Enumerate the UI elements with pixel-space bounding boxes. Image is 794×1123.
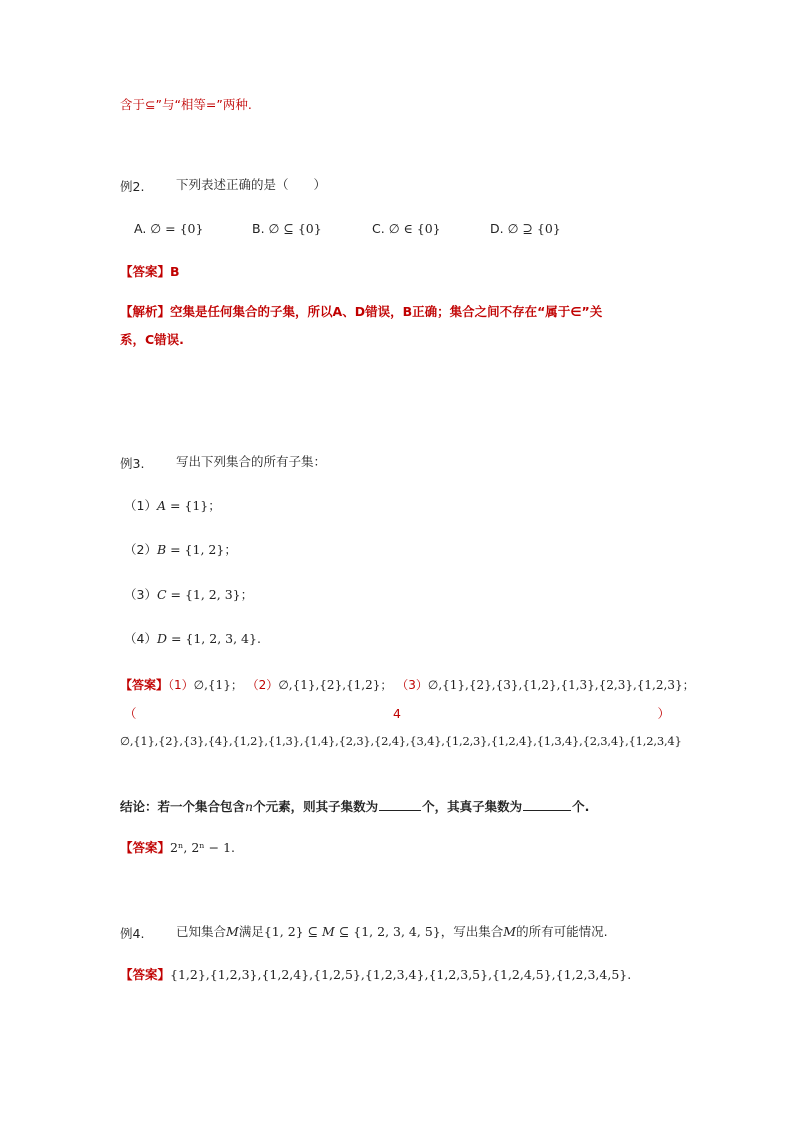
option-a: A. ∅ = {0} — [134, 221, 204, 236]
item-2: （2）B = {1, 2}； — [124, 542, 237, 557]
conclusion-line: 结论：若一个集合包含n个元素，则其子集数为 个，其真子集数为 个. — [120, 799, 590, 814]
example-3-question: 写出下列集合的所有子集： — [176, 454, 327, 469]
example-2-analysis-line-1: 【解析】空集是任何集合的子集，所以A、D错误，B正确；集合之间不存在“属于∈”关 — [120, 304, 603, 319]
conclusion-answer: 【答案】2ⁿ, 2ⁿ − 1. — [120, 840, 236, 855]
example-2-answer: 【答案】B — [120, 264, 180, 279]
example-3-answer-4: ∅,{1},{2},{3},{4},{1,2},{1,3},{1,4},{2,3},{2,4},{3,4},{1,2,3},{1,2,4},{1,3,4},{2,3,4},{1,2,3,4} — [120, 734, 682, 748]
example-4-question: 已知集合M满足{1, 2} ⊆ M ⊆ {1, 2, 3, 4, 5}，写出集合M的所有可能情况. — [176, 924, 608, 939]
option-c: C. ∅ ∈ {0} — [372, 221, 441, 236]
blank-proper-subset-count[interactable] — [523, 809, 571, 811]
example-3-answer-line-1: 【答案】（1）∅,{1}； （2）∅,{1},{2},{1,2}； （3）∅,{1},{2},{3},{1,2},{1,3},{2,3},{1,2,3}； — [120, 678, 695, 692]
item-3: （3）C = {1, 2, 3}； — [124, 587, 254, 602]
example-4-label: 例4. — [120, 926, 145, 941]
example-4-answer: 【答案】{1,2},{1,2,3},{1,2,4},{1,2,5},{1,2,3,4},{1,2,3,5},{1,2,4,5},{1,2,3,4,5}. — [120, 967, 632, 982]
item-1: （1）A = {1}； — [124, 498, 221, 513]
option-b: B. ∅ ⊆ {0} — [252, 221, 322, 236]
example-3-answer-4-number: （ 4 ） — [124, 706, 670, 721]
example-2-analysis-line-2: 系，C错误. — [120, 332, 184, 347]
example-2-question: 下列表述正确的是（ ） — [176, 177, 327, 192]
option-d: D. ∅ ⊇ {0} — [490, 221, 561, 236]
example-2-label: 例2. — [120, 179, 145, 194]
continued-text: 含于⊆”与“相等=”两种. — [120, 97, 252, 112]
item-4: （4）D = {1, 2, 3, 4}. — [124, 631, 261, 646]
blank-subset-count[interactable] — [379, 809, 421, 811]
example-3-label: 例3. — [120, 456, 145, 471]
